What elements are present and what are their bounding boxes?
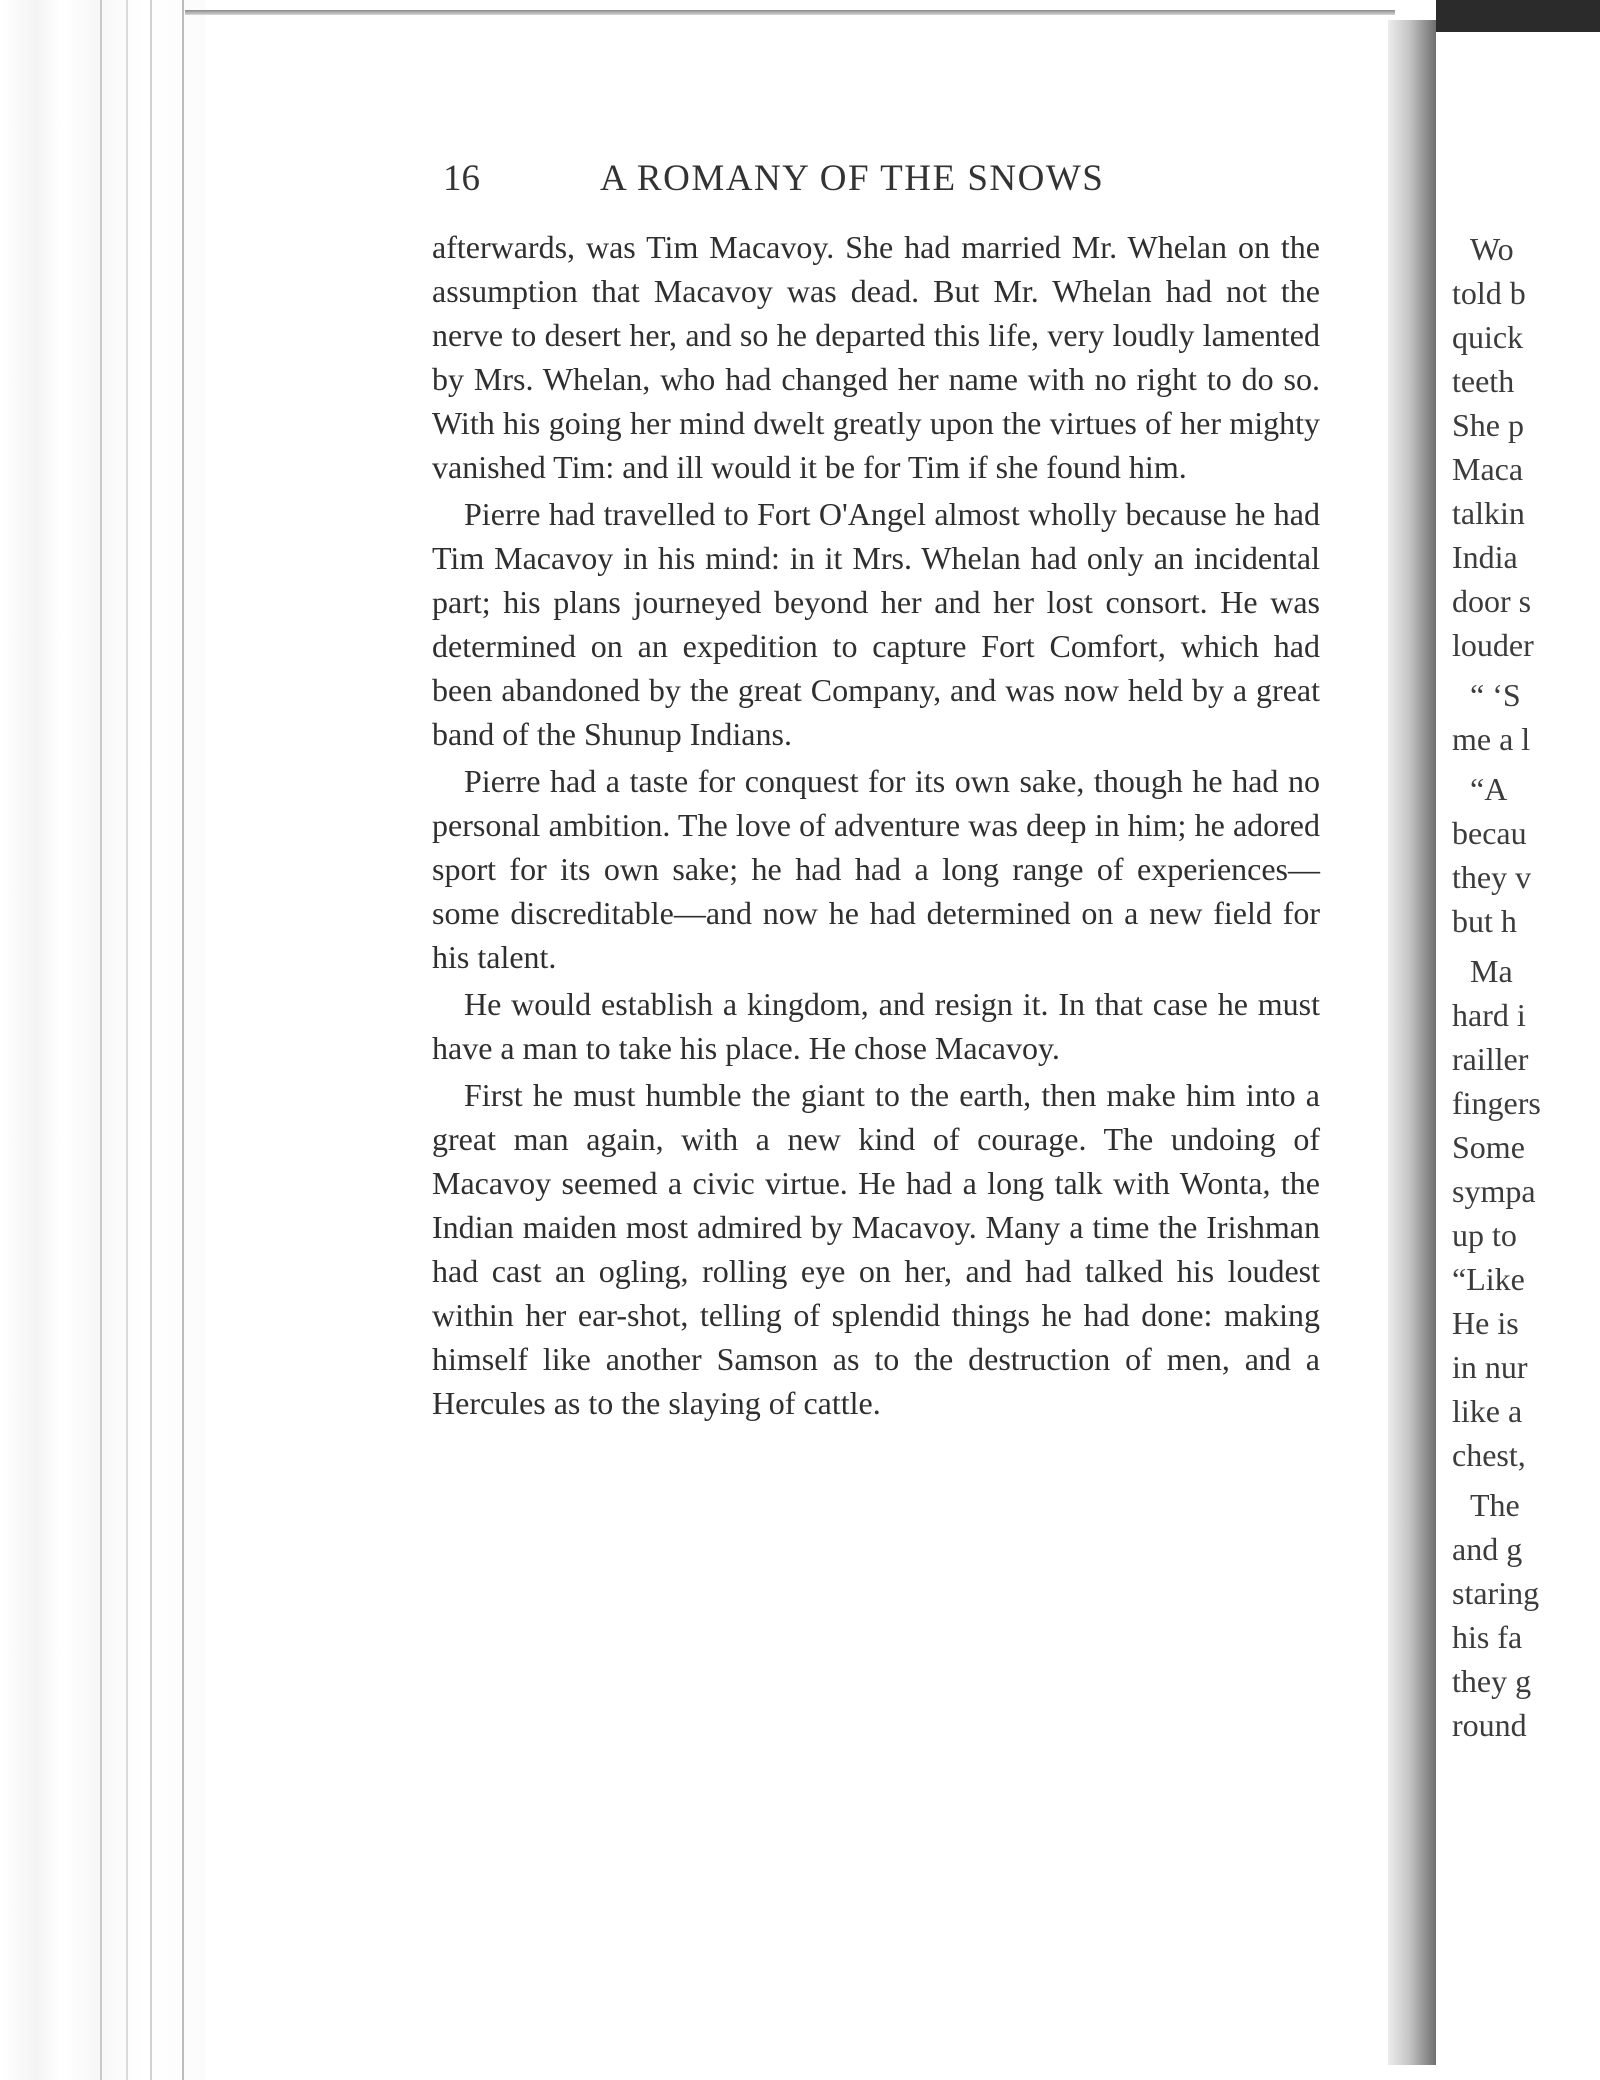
facing-page-line: they v xyxy=(1452,859,1532,895)
facing-page-line: “Like xyxy=(1452,1261,1525,1297)
facing-page-line: railler xyxy=(1452,1041,1529,1077)
facing-page-line: Wo xyxy=(1470,231,1514,267)
facing-page xyxy=(1436,0,1600,2080)
facing-page-line: like a xyxy=(1452,1393,1523,1429)
facing-page-line: India xyxy=(1452,539,1518,575)
facing-page-line: up to xyxy=(1452,1217,1517,1253)
top-page-edge xyxy=(185,10,1395,15)
facing-page-line: me a l xyxy=(1452,721,1531,757)
paragraph: Pierre had a taste for conquest for its own sake, though he had no personal ambition. The love of adventure was deep in him; he adored sport for its own sake; he had had a long range of experiences—some discreditable—and now he had determined on a new field for his talent. xyxy=(432,763,1320,975)
facing-page-line: door s xyxy=(1452,583,1532,619)
facing-page-line: round xyxy=(1452,1707,1527,1743)
facing-page-line: She p xyxy=(1452,407,1524,443)
facing-page-line: hard i xyxy=(1452,997,1526,1033)
facing-page-line: louder xyxy=(1452,627,1534,663)
facing-page-line: in nur xyxy=(1452,1349,1528,1385)
facing-page-line: Maca xyxy=(1452,451,1524,487)
facing-page-line: The xyxy=(1470,1487,1520,1523)
facing-page-line: but h xyxy=(1452,903,1517,939)
facing-page-line: Ma xyxy=(1470,953,1513,989)
page-edge-line xyxy=(126,0,128,2080)
facing-page-line: talkin xyxy=(1452,495,1525,531)
facing-page-line: his fa xyxy=(1452,1619,1523,1655)
page-number: 16 xyxy=(443,158,480,199)
paragraph: He would establish a kingdom, and resign it. In that case he must have a man to take his place. He chose Macavoy. xyxy=(432,986,1320,1066)
body-text xyxy=(432,225,1320,1428)
book-fold-shadow xyxy=(1388,20,1436,2065)
facing-page-line: Some xyxy=(1452,1129,1525,1165)
paragraph: Pierre had travelled to Fort O'Angel almost wholly because he had Tim Macavoy in his mind: in it Mrs. Whelan had only an incidental part; his plans journeyed beyond her and her lost consort. He was determined on an expedition to capture Fort Comfort, which had been abandoned by the great Company, and was now held by a great band of the Shunup Indians. xyxy=(432,496,1320,752)
facing-page-line: they g xyxy=(1452,1663,1532,1699)
paragraph: afterwards, was Tim Macavoy. She had married Mr. Whelan on the assumption that Macavoy was dead. But Mr. Whelan had not the nerve to desert her, and so he departed this life, very loudly lamented by Mrs. Whelan, who had changed her name with no right to do so. With his going her mind dwelt greatly upon the virtues of her mighty vanished Tim: and ill would it be for Tim if she found him. xyxy=(432,229,1320,485)
facing-page-line: becau xyxy=(1452,815,1527,851)
facing-page-line: teeth xyxy=(1452,363,1515,399)
facing-page-line: He is xyxy=(1452,1305,1519,1341)
scan-border xyxy=(1436,0,1600,32)
page-edge-line xyxy=(100,0,102,2080)
facing-page-line: chest, xyxy=(1452,1437,1526,1473)
page-edge-line xyxy=(150,0,152,2080)
facing-page-line: and g xyxy=(1452,1531,1523,1567)
facing-page-line: staring xyxy=(1452,1575,1540,1611)
running-head: A ROMANY OF THE SNOWS xyxy=(600,158,1105,199)
facing-page-line: “A xyxy=(1470,771,1508,807)
book-page-edges xyxy=(0,0,205,2080)
facing-page-line: “ ‘S xyxy=(1470,677,1521,713)
page-edge-line xyxy=(182,0,184,2080)
facing-page-line: told b xyxy=(1452,275,1526,311)
facing-page-line: quick xyxy=(1452,319,1524,355)
paragraph: First he must humble the giant to the earth, then make him into a great man again, with a new kind of courage. The undoing of Macavoy seemed a civic virtue. He had a long talk with Wonta, the Indian maiden most admired by Macavoy. Many a time the Irishman had cast an ogling, rolling eye on her, and had talked his loudest within her ear-shot, telling of splendid things he had done: making himself like another Samson as to the destruction of men, and a Hercules as to the slaying of cattle. xyxy=(432,1077,1320,1421)
facing-page-line: sympa xyxy=(1452,1173,1536,1209)
facing-page-line: fingers xyxy=(1452,1085,1541,1121)
